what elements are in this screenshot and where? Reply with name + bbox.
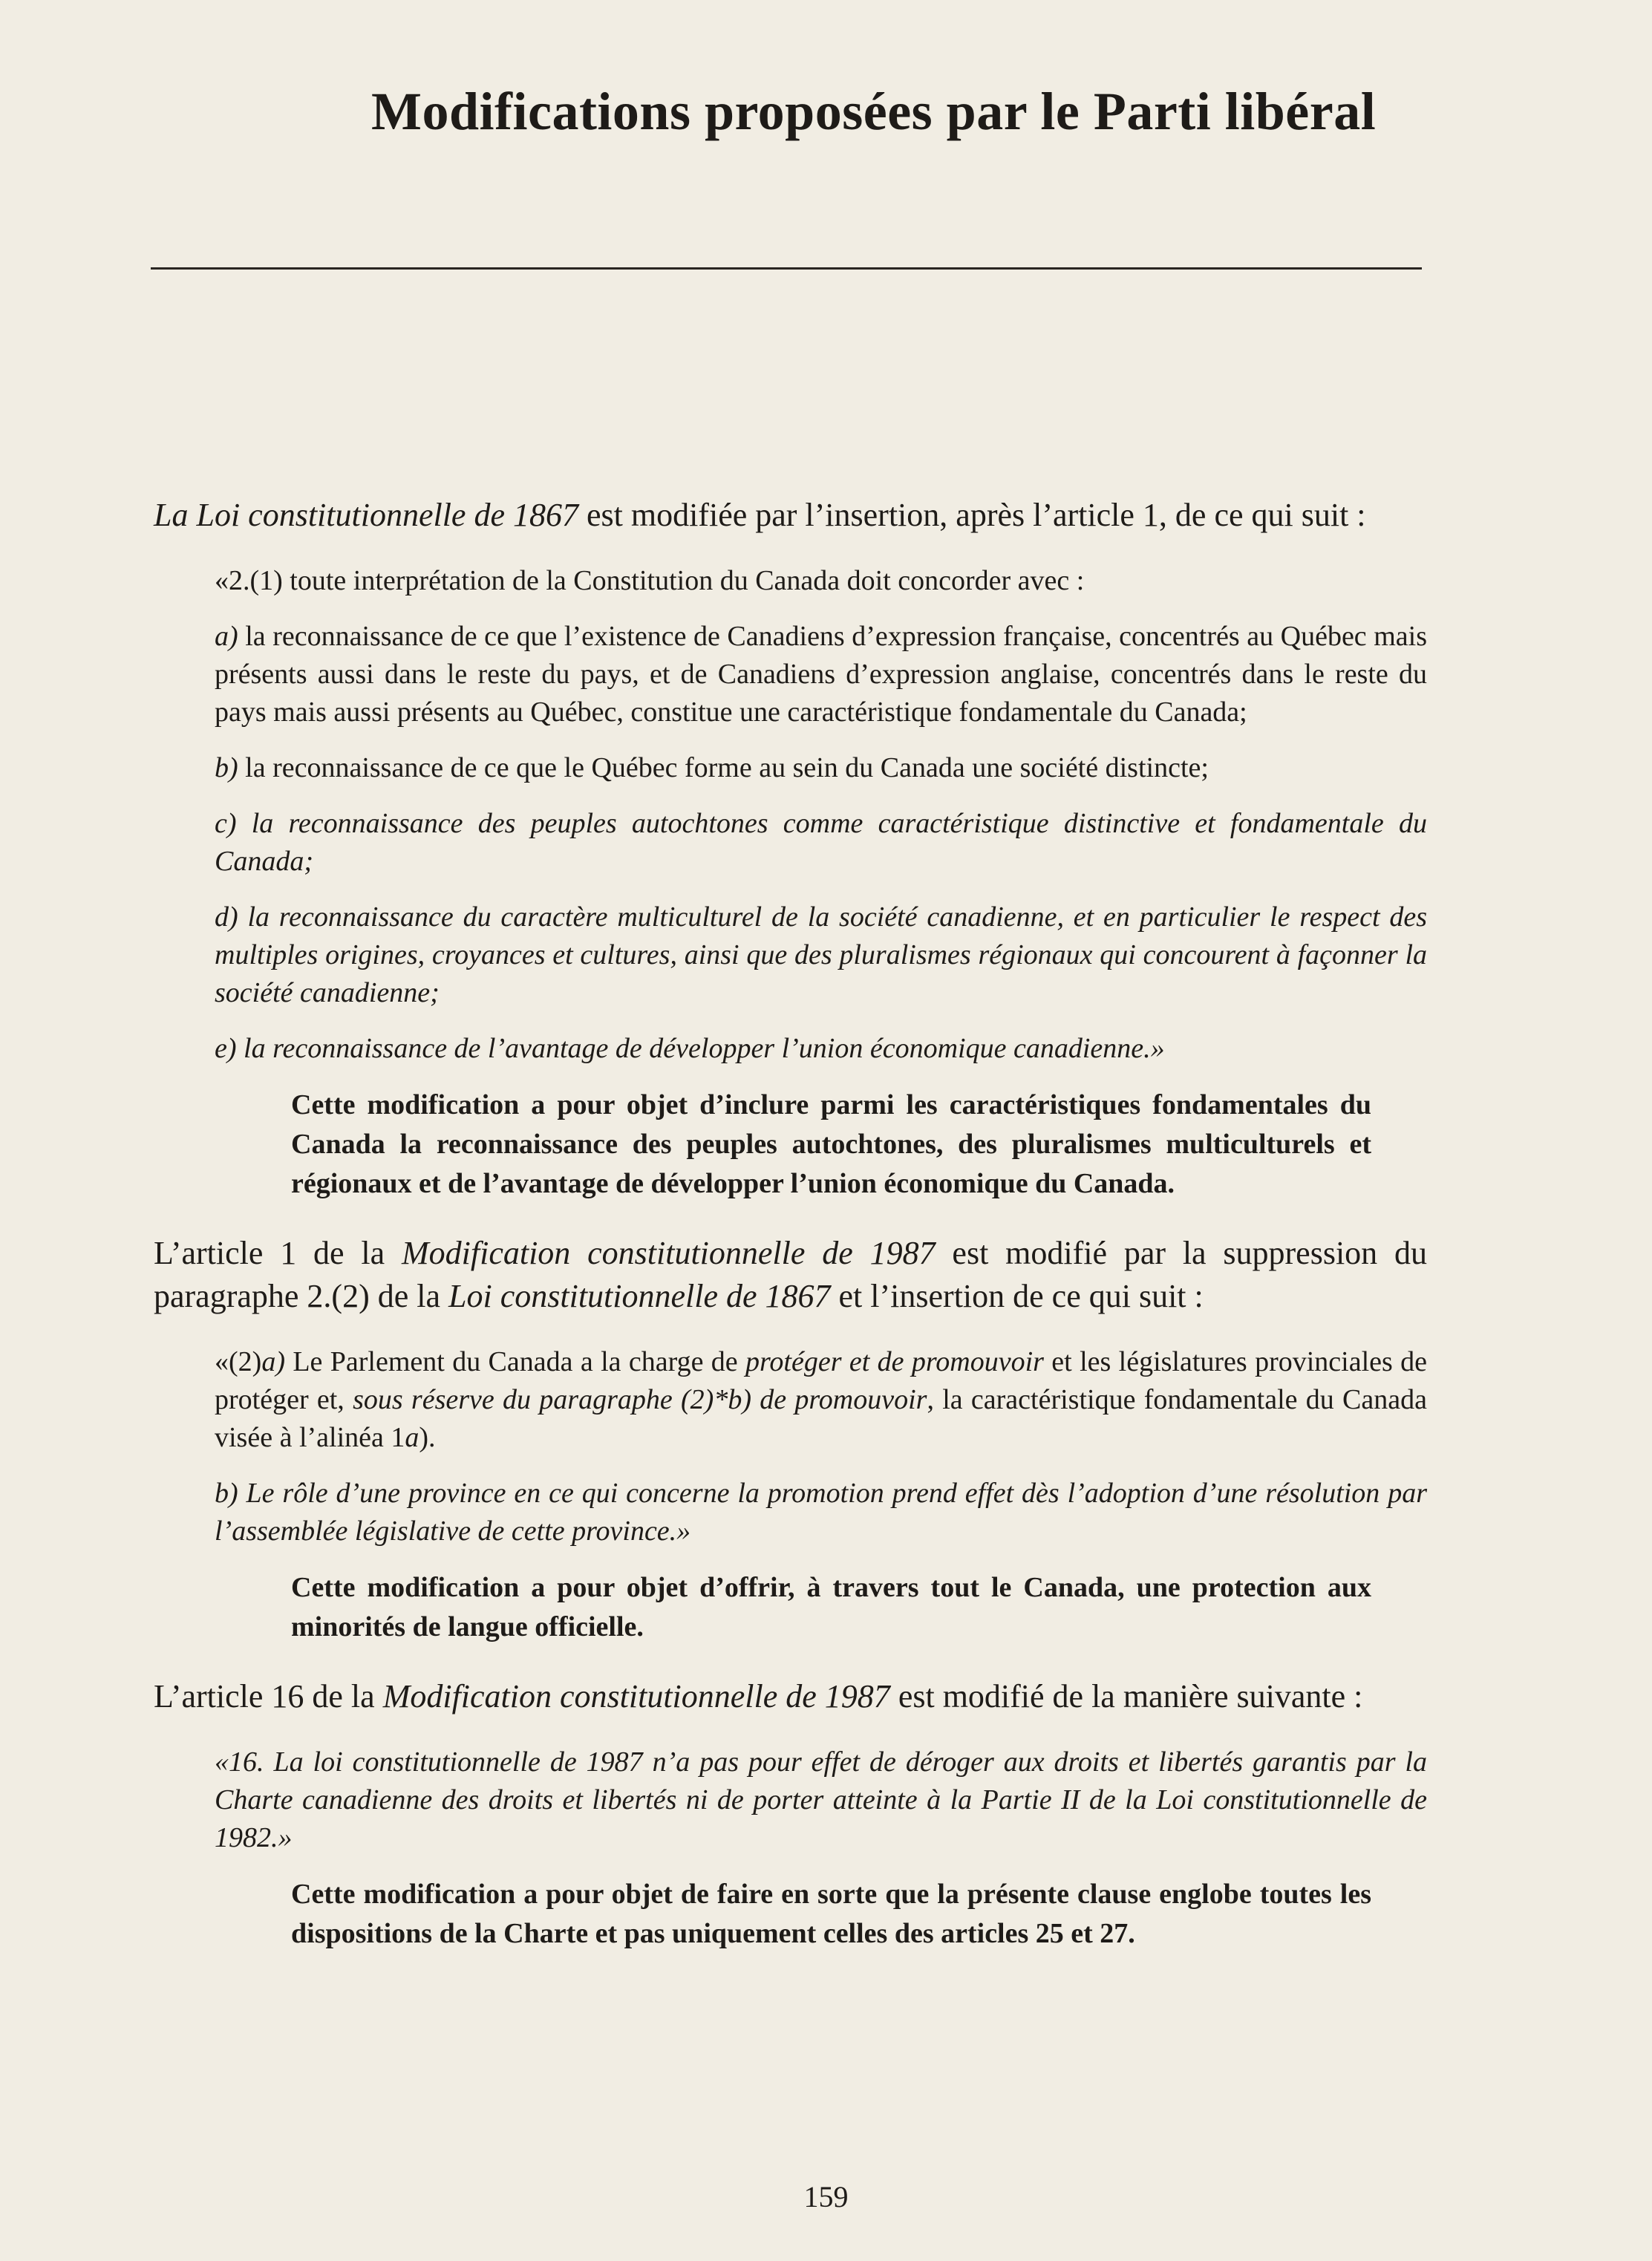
item-b-text: la reconnaissance de ce que le Québec forme au sein du Canada une société distincte; (238, 752, 1209, 783)
section3-quote-text: «16. La loi constitutionnelle de 1987 n’a pas pour effet de déroger aux droits et libertés garantis par la Charte canadienne des droits et libertés ni de porter atteinte à la Partie II de la Loi constitutionnelle de 1982.» (215, 1746, 1427, 1853)
quote-a-part: a) (261, 1346, 285, 1377)
section2-intro-part: et l’insertion de ce qui suit : (830, 1278, 1204, 1314)
item-b-label: b) (215, 752, 238, 783)
section1-item-e (215, 1030, 1427, 1068)
quote-a-part: «(2) (215, 1346, 262, 1377)
item-e-text: e) la reconnaissance de l’avantage de développer l’union économique canadienne.» (215, 1033, 1165, 1064)
section3-quote (215, 1743, 1427, 1857)
section2-intro (154, 1232, 1427, 1318)
quote-a-part: , la caractéristique fondamentale du Canada visée à l’alinéa 1 (215, 1384, 1427, 1453)
section2-intro-act-title: Modification constitutionnelle de 1987 (402, 1235, 936, 1271)
section1-item-c (215, 805, 1427, 881)
section1-item-b (215, 749, 1427, 787)
section1-item-d (215, 898, 1427, 1012)
page-title: Modifications proposées par le Parti libéral (371, 82, 1377, 141)
quote-a-part: et les législatures provinciales de protéger et, (215, 1346, 1428, 1415)
quote-a-part: Le Parlement du Canada a la charge de (284, 1346, 746, 1377)
section3-intro (154, 1675, 1427, 1718)
section1-intro-text: est modifiée par l’insertion, après l’article 1, de ce qui suit : (578, 497, 1366, 533)
page-number: 159 (803, 2180, 849, 2213)
quote-a-part: a (405, 1422, 419, 1453)
section1-lead: «2.(1) toute interprétation de la Constitution du Canada doit concorder avec : (215, 565, 1085, 596)
section3-intro-part: L’article 16 de la (154, 1678, 383, 1714)
section2-intro-part: L’article 1 de la (154, 1235, 402, 1271)
section2-intro-law-title: Loi constitutionnelle de 1867 (448, 1278, 831, 1314)
section1-intro (154, 494, 1427, 537)
quote-a-part: ). (419, 1422, 436, 1453)
quote-b-text: b) Le rôle d’une province en ce qui concerne la promotion prend effet dès l’adoption d’une résolution par l’assemblée législative de cette province.» (215, 1478, 1427, 1547)
quote-a-part: protéger et de promouvoir (745, 1346, 1044, 1377)
quote-a-part: sous réserve du paragraphe (2)*b) de promouvoir (353, 1384, 927, 1415)
item-d-text: d) la reconnaissance du caractère multiculturel de la société canadienne, et en particulier le respect des multiples origines, croyances et cultures, ainsi que des pluralismes régionaux qui concourent à façonner la société canadienne; (215, 901, 1427, 1008)
section1-note: Cette modification a pour objet d’inclure parmi les caractéristiques fondamentales du Canada la reconnaissance des peuples autochtones, des pluralismes multiculturels et régionaux et de l’avantage de développer l’union économique du Canada. (291, 1089, 1371, 1199)
section3-note: Cette modification a pour objet de faire en sorte que la présente clause englobe toutes les dispositions de la Charte et pas uniquement celles des articles 25 et 27. (291, 1879, 1371, 1949)
section2-quote-a (215, 1343, 1427, 1457)
section3-intro-act-title: Modification constitutionnelle de 1987 (382, 1678, 890, 1714)
section2-note: Cette modification a pour objet d’offrir, à travers tout le Canada, une protection aux minorités de langue officielle. (291, 1572, 1371, 1642)
section3-intro-part: est modifié de la manière suivante : (889, 1678, 1363, 1714)
section1-intro-law-title: La Loi constitutionnelle de 1867 (154, 497, 578, 533)
item-c-text: c) la reconnaissance des peuples autochtones comme caractéristique distinctive et fondamentale du Canada; (215, 808, 1427, 877)
section2-intro-part: est modifié par la suppression du paragraphe 2.(2) de la (154, 1235, 1428, 1314)
section1-item-a (215, 618, 1427, 731)
title-rule (151, 267, 1422, 270)
item-a-text: la reconnaissance de ce que l’existence de Canadiens d’expression française, concentrés au Québec mais présents aussi dans le reste du pays, et de Canadiens d’expression anglaise, concentrés dans le reste du pays mais aussi présents au Québec, constitue une caractéristique fondamentale du Canada; (215, 621, 1427, 728)
section2-quote-b (215, 1475, 1427, 1550)
document-body (154, 494, 1427, 1982)
item-a-label: a) (215, 621, 238, 652)
